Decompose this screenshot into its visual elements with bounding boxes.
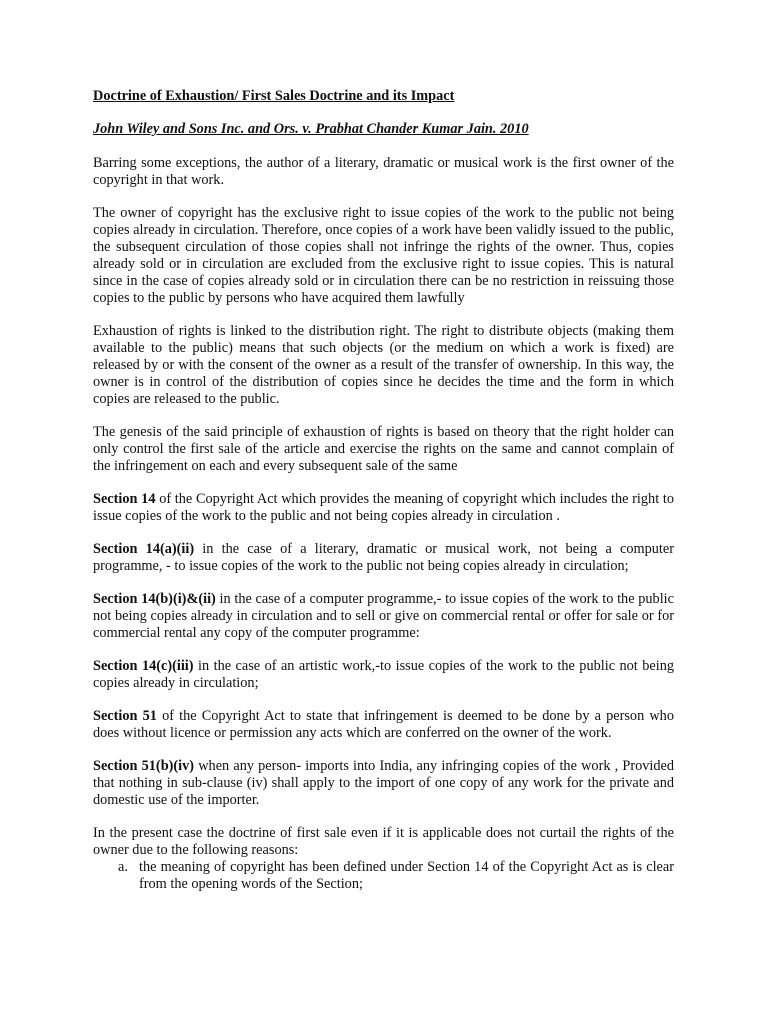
section-paragraph — [93, 658, 674, 692]
section-text: in the case of a computer programme,- to issue copies of the work to the public not being copies already in circulation and to sell or give on commercial rental or offer for sale or for commercial rental any copy of the computer programme: — [93, 591, 674, 641]
section-paragraph — [93, 591, 674, 642]
section-heading: Section 51 — [93, 708, 157, 724]
section-text: when any person- imports into India, any infringing copies of the work , Provided that nothing in sub-clause (iv) shall apply to the import of one copy of any work for the private and domestic use of the importer. — [93, 758, 674, 808]
section-heading: Section 14(c)(iii) — [93, 658, 194, 674]
case-citation: John Wiley and Sons Inc. and Ors. v. Prabhat Chander Kumar Jain. 2010 — [93, 121, 529, 137]
section-paragraph — [93, 708, 674, 742]
document-title: Doctrine of Exhaustion/ First Sales Doctrine and its Impact — [93, 88, 455, 104]
closing-paragraph: In the present case the doctrine of first sale even if it is applicable does not curtail the rights of the owner due to the following reasons: — [93, 825, 674, 858]
document-body — [93, 88, 674, 893]
list-marker: a. — [118, 859, 128, 875]
section-text: in the case of a literary, dramatic or musical work, not being a computer programme, - to issue copies of the work to the public not being copies already in circulation; — [93, 541, 674, 574]
section-paragraph — [93, 541, 674, 575]
paragraph: Exhaustion of rights is linked to the distribution right. The right to distribute objects (making them available to the public) means that such objects (or the medium on which a work is fixed) are released by or with the consent of the owner as a result of the transfer of ownership. In this way, the owner is in control of the distribution of copies since he decides the time and the form in which copies are released to the public. — [93, 323, 674, 407]
paragraph: The owner of copyright has the exclusive right to issue copies of the work to the public not being copies already in circulation. Therefore, once copies of a work have been validly issued to the public, the subsequent circulation of those copies shall not infringe the rights of the owner. Thus, copies already sold or in circulation are excluded from the exclusive right to issue copies. This is natural since in the case of copies already sold or in circulation there can be no restriction in reissuing those copies to the public by persons who have acquired them lawfully — [93, 205, 674, 306]
list-item — [93, 859, 674, 893]
section-heading: Section 14 — [93, 491, 156, 507]
section-text: of the Copyright Act to state that infringement is deemed to be done by a person who does without licence or permission any acts which are conferred on the owner of the work. — [93, 708, 674, 741]
section-paragraph — [93, 758, 674, 809]
list-item-text: the meaning of copyright has been defined under Section 14 of the Copyright Act as is clear from the opening words of the Section; — [139, 859, 674, 892]
section-heading: Section 51(b)(iv) — [93, 758, 195, 774]
paragraph: Barring some exceptions, the author of a literary, dramatic or musical work is the first owner of the copyright in that work. — [93, 155, 674, 188]
section-paragraph — [93, 491, 674, 525]
section-heading: Section 14(b)(i)&(ii) — [93, 591, 216, 607]
section-text: of the Copyright Act which provides the meaning of copyright which includes the right to issue copies of the work to the public and not being copies already in circulation . — [93, 491, 674, 524]
reasons-list — [93, 859, 674, 893]
section-text: in the case of an artistic work,-to issue copies of the work to the public not being copies already in circulation; — [93, 658, 674, 691]
section-heading: Section 14(a)(ii) — [93, 541, 195, 557]
paragraph: The genesis of the said principle of exhaustion of rights is based on theory that the right holder can only control the first sale of the article and exercise the rights on the same and cannot complain of the infringement on each and every subsequent sale of the same — [93, 424, 674, 474]
